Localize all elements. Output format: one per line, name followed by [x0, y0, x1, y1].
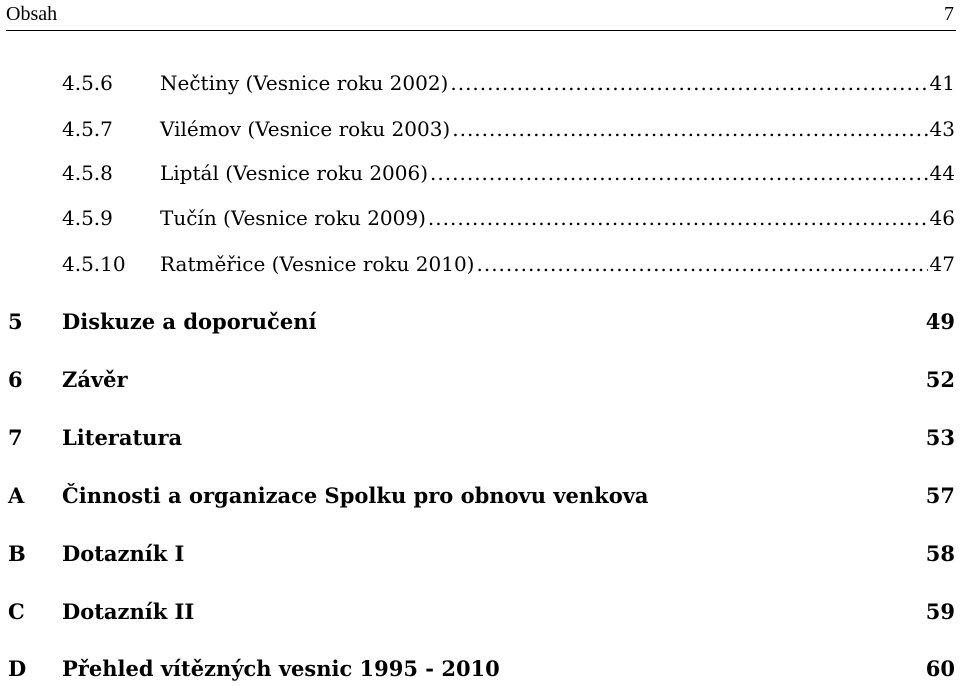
toc-chapter-7[interactable]: [8, 421, 955, 455]
dot-leader: [430, 158, 928, 188]
toc-entry-title: Liptál (Vesnice roku 2006): [160, 161, 429, 185]
toc-chapter-title: Činnosti a organizace Spolku pro obnovu venkova: [62, 483, 649, 508]
toc-appendix-c[interactable]: [8, 595, 955, 629]
dot-leader: [428, 203, 928, 233]
toc-entry-number: 4.5.9: [62, 206, 113, 230]
toc-chapter-number: D: [8, 656, 27, 681]
toc-appendix-a[interactable]: [8, 479, 955, 513]
dot-leader: [450, 68, 927, 98]
toc-entry-4-5-9[interactable]: [62, 203, 955, 233]
dot-leader: [452, 114, 927, 144]
toc-chapter-title: Dotazník I: [62, 541, 185, 566]
toc-chapter-page: 53: [925, 425, 955, 450]
toc-entry-page: 41: [929, 71, 955, 95]
toc-entry-page: 43: [929, 117, 955, 141]
toc-entry-4-5-6[interactable]: [62, 68, 955, 98]
toc-entry-title: Vilémov (Vesnice roku 2003): [160, 117, 451, 141]
toc-chapter-page: 52: [925, 367, 955, 392]
toc-entry-page: 46: [929, 206, 955, 230]
toc-chapter-page: 58: [925, 541, 955, 566]
toc-entry-number: 4.5.7: [62, 117, 113, 141]
toc-entry-title: Nečtiny (Vesnice roku 2002): [160, 71, 449, 95]
toc-chapter-title: Závěr: [62, 367, 128, 392]
toc-chapter-number: 7: [8, 425, 23, 450]
toc-chapter-number: 5: [8, 309, 23, 334]
toc-chapter-number: C: [8, 599, 25, 624]
toc-entry-title: Tučín (Vesnice roku 2009): [160, 206, 426, 230]
toc-entry-title: Ratměřice (Vesnice roku 2010): [160, 252, 475, 276]
running-header: [6, 0, 956, 31]
toc-entry-number: 4.5.6: [62, 71, 113, 95]
toc-appendix-b[interactable]: [8, 537, 955, 571]
toc-chapter-page: 57: [925, 483, 955, 508]
dot-leader: [476, 249, 927, 279]
toc-entry-number: 4.5.10: [62, 252, 126, 276]
toc-entry-4-5-8[interactable]: [62, 158, 955, 188]
toc-entry-page: 47: [929, 252, 955, 276]
toc-chapter-5[interactable]: [8, 305, 955, 339]
toc-entry-page: 44: [929, 161, 955, 185]
toc-chapter-page: 49: [925, 309, 955, 334]
toc-entry-4-5-7[interactable]: [62, 114, 955, 144]
toc-chapter-number: B: [8, 541, 26, 566]
header-page-number: 7: [944, 3, 954, 25]
header-section-title: Obsah: [6, 3, 58, 25]
toc-chapter-page: 60: [925, 656, 955, 681]
toc-chapter-page: 59: [925, 599, 955, 624]
toc-chapter-number: 6: [8, 367, 23, 392]
toc-chapter-title: Přehled vítězných vesnic 1995 - 2010: [62, 656, 500, 681]
toc-entry-4-5-10[interactable]: [62, 249, 955, 279]
toc-chapter-title: Diskuze a doporučení: [62, 309, 317, 334]
toc-chapter-title: Dotazník II: [62, 599, 195, 624]
toc-chapter-number: A: [8, 483, 25, 508]
toc-chapter-6[interactable]: [8, 363, 955, 397]
toc-appendix-d[interactable]: [8, 652, 955, 686]
toc-chapter-title: Literatura: [62, 425, 183, 450]
toc-entry-number: 4.5.8: [62, 161, 113, 185]
